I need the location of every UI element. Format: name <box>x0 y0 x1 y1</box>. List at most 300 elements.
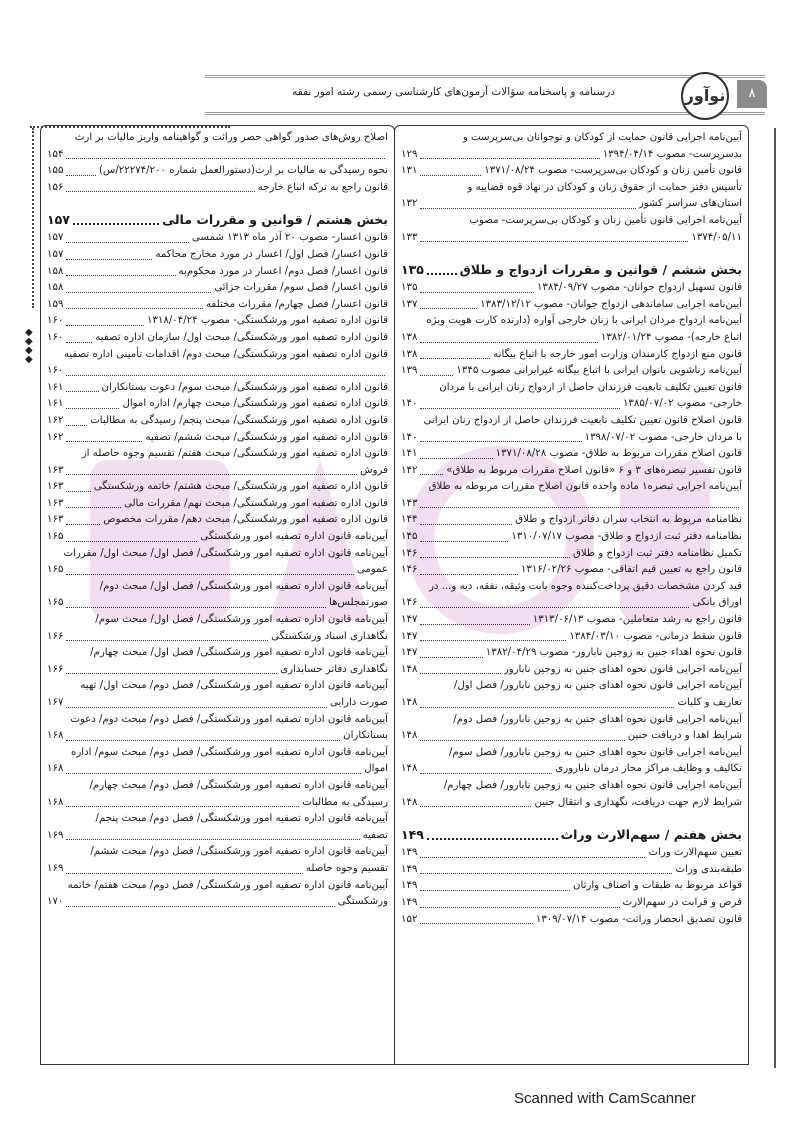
section-heading[interactable] <box>401 260 742 280</box>
toc-entry[interactable] <box>401 380 742 413</box>
toc-entry[interactable] <box>401 280 742 297</box>
toc-entry-title-continued: استان‌های سراسر کشور <box>638 198 742 210</box>
toc-entry-title: آیین‌نامه قانون اداره تصفیه امور ورشکستگی/ فصل دوم/ مبحث دوم/ دعوت <box>70 713 388 725</box>
toc-entry-page: ۱۳۸ <box>401 348 418 360</box>
toc-entry-title: آیین‌نامه اجرایی قانون نحوه اهدای جنین به زوجین نابارور/ فصل اول/ <box>453 680 742 692</box>
toc-entry-title: آیین‌نامه اجرایی قانون تأمین زنان و کودکان بی‌سرپرست- مصوب <box>469 214 742 226</box>
toc-entry-title: قانون اعسار/ فصل چهارم/ مقررات مختلفه <box>205 298 388 310</box>
leader-dots <box>66 342 92 343</box>
toc-entry-title: تأسیس دفتر حمایت از حقوق زنان و کودکان در نهاد قوه قضاییه و <box>467 181 742 193</box>
toc-entry-title: قانون اداره تصفیه امور ورشکستگی/ مبحث سوم/ دعوت بستانکاران <box>101 381 388 393</box>
leader-dots <box>66 175 96 176</box>
toc-entry-page: ۱۶۵ <box>47 597 64 609</box>
section-heading[interactable] <box>47 210 388 230</box>
toc-entry[interactable] <box>47 479 388 496</box>
toc-entry-title: اصلاح روش‌های صدور گواهی حصر وراثت و گواهینامه واریز مالیات بر ارث <box>74 132 388 143</box>
toc-entry-title-continued: نگاهداری اسناد ورشکستگی <box>271 630 388 642</box>
toc-entry[interactable] <box>401 363 742 380</box>
leader-dots <box>420 607 689 608</box>
toc-entry-title: آیین‌نامه اجرایی قانون حمایت از کودکان و نوجوانان بی‌سرپرست و <box>462 132 742 143</box>
toc-entry-title: قانون اداره تصفیه امور ورشکستگی/ مبحث هشتم/ خاتمه ورشکستگی <box>93 481 388 493</box>
toc-entry-title-continued: صورتمجلس‌ها <box>329 597 388 609</box>
section-heading-title: بخش هشتم / قوانین و مقررات مالی <box>162 212 388 228</box>
toc-entry[interactable] <box>47 163 388 180</box>
toc-entry[interactable] <box>47 678 388 711</box>
toc-entry[interactable] <box>47 230 388 247</box>
toc-entry[interactable] <box>401 678 742 711</box>
page-header <box>205 75 765 115</box>
toc-entry[interactable] <box>47 712 388 745</box>
toc-entry-title: قانون سقط درمانی- مصوب ۱۳۸۴/۰۳/۱۰ <box>569 630 742 642</box>
toc-entry-line2 <box>401 330 742 347</box>
leader-dots <box>66 474 357 475</box>
toc-entry[interactable] <box>401 529 742 546</box>
leader-dots <box>66 275 175 276</box>
toc-entry-page: ۱۶۹ <box>47 862 64 874</box>
toc-entry-title: قانون منع ازدواج کارمندان وزارت امور خارجه با اتباع بیگانه <box>493 348 742 360</box>
toc-entry[interactable] <box>401 662 742 679</box>
toc-entry-page: ۱۶۳ <box>47 481 64 493</box>
toc-entry[interactable] <box>401 479 742 512</box>
toc-entry-title: قانون راجع به تعیین قیم اتفاقی- مصوب ۱۳۱۶/۰۲/۲۶ <box>520 564 742 576</box>
toc-entry-page: ۱۵۵ <box>47 165 64 177</box>
leader-dots <box>66 308 203 309</box>
toc-entry-page: ۱۴۰ <box>401 431 418 443</box>
header-title: درسنامه و پاسخنامه سؤالات آزمون‌های کارشناسی رسمی رشته امور نفقه <box>292 86 615 98</box>
toc-entry[interactable] <box>47 878 388 911</box>
leader-dots <box>420 441 581 442</box>
toc-entry-title: قانون اداره تصفیه امور ورشکستگی- مصوب ۱۳۱۸/۰۴/۲۴ <box>146 315 388 327</box>
toc-entry-page: ۱۴۸ <box>401 730 418 742</box>
toc-entry-title: آیین‌نامه قانون اداره تصفیه امور ورشکستگی/ فصل دوم/ مبحث اول/ تهیه <box>80 680 388 692</box>
toc-entry-title-continued: ۱۳۷۴/۰۵/۱۱ <box>691 231 742 243</box>
section-heading-title: بخش هفتم / سهم‌الارث وراث <box>560 827 742 843</box>
toc-entry[interactable] <box>401 463 742 480</box>
toc-entry-title: قانون اداره تصفیه امور ورشکستگی/ مبحث هفتم/ تقسیم وجوه حاصله از <box>81 448 388 460</box>
toc-entry-page: ۱۶۰ <box>47 315 64 327</box>
toc-entry-title-continued: شرایط اهدا و دریافت جنین <box>627 730 742 742</box>
toc-entry-line2 <box>47 595 388 612</box>
toc-entry-page: ۱۳۷ <box>401 298 418 310</box>
toc-entry-page: ۱۴۹ <box>401 847 418 859</box>
toc-entry-title: آیین‌نامه قانون اداره تصفیه امور ورشکستگی/ فصل اول/ مبحث دوم/ <box>99 580 388 592</box>
toc-entry-title-continued: با مردان خارجی- مصوب ۱۳۹۸/۰۷/۰۲ <box>584 431 742 443</box>
toc-entry-page: ۱۴۶ <box>401 547 418 559</box>
toc-entry-title: قانون تصدیق انحصار وراثت- مصوب ۱۳۰۹/۰۷/۱۴ <box>535 913 742 925</box>
toc-entry[interactable] <box>47 512 388 529</box>
toc-entry-page: ۱۶۳ <box>47 514 64 526</box>
toc-entry-page: ۱۴۹ <box>401 896 418 908</box>
toc-entry-title-continued: خارجی- مصوب ۱۳۸۵/۰۷/۰۲ <box>622 398 742 410</box>
leader-dots <box>66 773 361 774</box>
toc-entry[interactable] <box>401 629 742 646</box>
toc-entry-line2 <box>47 761 388 778</box>
toc-entry-title: آیین‌نامه قانون اداره تصفیه امور ورشکستگی/ فصل دوم/ مبحث ششم/ <box>90 846 388 858</box>
toc-entry-page: ۱۶۰ <box>47 331 64 343</box>
toc-entry-page: ۱۴۳ <box>401 497 418 509</box>
leader-dots <box>420 175 481 176</box>
toc-entry-title: قانون اداره تصفیه امور ورشکستگی/ مبحث ششم/ تصفیه <box>145 431 388 443</box>
toc-entry-title: نحوه رسیدگی به مالیات بر ارث(دستورالعمل شماره ۲۲۲۷۴/۲۰۰/س) <box>98 165 388 177</box>
leader-dots <box>420 673 500 674</box>
toc-entry-page: ۱۶۶ <box>47 630 64 642</box>
toc-entry[interactable] <box>401 745 742 778</box>
toc-entry-page: ۱۴۸ <box>401 763 418 775</box>
toc-entry-page: ۱۵۸ <box>47 282 64 294</box>
toc-entry[interactable] <box>401 297 742 314</box>
toc-entry-title-continued: تعاریف و کلیات <box>677 697 742 708</box>
leader-dots <box>420 806 531 807</box>
toc-entry-line2 <box>47 861 388 878</box>
toc-entry[interactable] <box>47 280 388 297</box>
toc-entry-page: ۱۴۷ <box>401 614 418 626</box>
toc-entry[interactable] <box>401 878 742 895</box>
toc-entry-line2 <box>401 496 742 513</box>
leader-dots <box>420 740 624 741</box>
toc-entry-page: ۱۳۵ <box>401 282 418 294</box>
leader-dots <box>420 358 490 359</box>
toc-entry[interactable] <box>47 844 388 877</box>
toc-entry-title: تعیین سهم‌الارث وراث <box>648 847 742 859</box>
toc-entry-line2 <box>401 230 742 247</box>
toc-column-right <box>394 125 749 1065</box>
leader-dots <box>420 541 508 542</box>
section-heading-page: ۱۴۹ <box>401 827 424 843</box>
toc-entry-line2 <box>401 695 742 712</box>
toc-entry[interactable] <box>47 264 388 281</box>
leader-dots <box>66 673 277 674</box>
toc-entry-title: آیین‌نامه ازدواج مردان ایرانی با زنان خارجی آواره (دارنده کارت هویت ویژه <box>426 315 742 327</box>
toc-entry-page: ۱۶۲ <box>47 414 64 426</box>
leader-dots <box>420 408 620 409</box>
toc-entry-title-continued: تکالیف و وظایف مراکز مجاز درمان ناباروری <box>555 763 742 775</box>
decorative-side-rule <box>32 128 34 308</box>
leader-dots <box>420 657 482 658</box>
toc-entry-line2 <box>401 761 742 778</box>
toc-entry-page: ۱۴۸ <box>401 796 418 808</box>
toc-entry-line2 <box>401 147 742 164</box>
toc-entry[interactable] <box>401 413 742 446</box>
leader-dots <box>66 507 121 508</box>
leader-dots <box>66 839 359 840</box>
leader-dots <box>66 541 197 542</box>
toc-entry-page: ۱۴۶ <box>401 564 418 576</box>
toc-entry[interactable] <box>47 130 388 163</box>
toc-entry-title: قانون اداره تصفیه امور ورشکستگی/ مبحث اول/ سازمان اداره تصفیه <box>95 331 388 343</box>
toc-entry-line2 <box>401 795 742 812</box>
toc-entry[interactable] <box>47 811 388 844</box>
page-number: ۸ <box>737 80 767 108</box>
toc-entry-page: ۱۶۰ <box>47 365 64 377</box>
toc-entry-title: قانون نحوه اهداء جنین به زوجین نابارور- مصوب ۱۳۸۲/۰۴/۲۹ <box>485 647 742 659</box>
toc-entry[interactable] <box>401 612 742 629</box>
toc-entry-page: ۱۵۷ <box>47 248 64 260</box>
toc-entry[interactable] <box>47 380 388 397</box>
toc-entry-title: آیین‌نامه زناشویی بانوان ایرانی با اتباع بیگانه غیرایرانی مصوب ۱۳۴۵ <box>456 365 742 377</box>
toc-entry-title: طبقه‌بندی وراث <box>675 863 742 875</box>
toc-entry-title: قانون راجع به ترکه اتباع خارجه <box>257 181 388 193</box>
leader-dots <box>420 923 532 924</box>
toc-entry-line2 <box>401 728 742 745</box>
toc-entry-title: قانون تأمین زنان و کودکان بی‌سرپرست- مصوب ۱۳۷۱/۰۸/۲۴ <box>484 165 742 177</box>
leader-dots <box>420 873 672 874</box>
leader-dots <box>66 292 211 293</box>
toc-entry-page: ۱۴۲ <box>401 464 418 476</box>
toc-entry-line2 <box>47 728 388 745</box>
leader-dots <box>420 375 453 376</box>
toc-entry-line2 <box>401 196 742 213</box>
toc-entry[interactable] <box>401 778 742 811</box>
toc-entry-page: ۱۶۱ <box>47 398 64 410</box>
toc-entry-title: آیین‌نامه اجرایی قانون نحوه اهدای جنین به زوجین نابارور/ فصل دوم/ <box>453 713 742 725</box>
leader-dots <box>66 491 90 492</box>
leader-dots <box>66 873 302 874</box>
toc-entry-page: ۱۶۸ <box>47 763 64 775</box>
toc-entry-title: قانون اعسار/ فصل سوم/ مقررات جزائی <box>214 282 388 294</box>
toc-entry-line2 <box>401 430 742 447</box>
scanner-footer: Scanned with CamScanner <box>514 1090 696 1107</box>
toc-entry-page: ۱۴۹ <box>401 880 418 892</box>
toc-entry-page: ۱۶۸ <box>47 730 64 742</box>
toc-entry-page: ۱۲۹ <box>401 148 418 160</box>
toc-entry-page: ۱۷۰ <box>47 896 64 908</box>
toc-entry-title: قانون اداره تصفیه امور ورشکستگی/ مبحث دوم/ اقدامات تأمینی اداره تصفیه <box>63 348 388 360</box>
toc-entry[interactable] <box>47 612 388 645</box>
toc-entry-page: ۱۵۸ <box>47 265 64 277</box>
toc-entry[interactable] <box>47 546 388 579</box>
leader-dots <box>66 242 188 243</box>
toc-entry-page: ۱۳۲ <box>401 198 418 210</box>
toc-entry[interactable] <box>47 496 388 513</box>
toc-entry-page: ۱۴۹ <box>401 863 418 875</box>
leader-dots <box>427 273 457 275</box>
leader-dots <box>66 158 385 159</box>
toc-entry[interactable] <box>47 347 388 380</box>
toc-entry-line2 <box>47 695 388 712</box>
toc-entry-page: ۱۶۳ <box>47 497 64 509</box>
toc-entry-title: نظامنامه دفتر ثبت ازدواج و طلاق- مصوب ۱۳۱۰/۰۷/۱۷ <box>511 531 742 543</box>
toc-entry-title-continued: ورشکستگی <box>337 896 388 908</box>
leader-dots <box>420 707 674 708</box>
leader-dots <box>66 524 100 525</box>
toc-entry-line2 <box>47 363 388 380</box>
toc-entry-page: ۱۳۸ <box>401 331 418 343</box>
toc-entry-title-continued: تصفیه <box>362 829 388 841</box>
toc-entry[interactable] <box>47 180 388 197</box>
section-heading-title: بخش ششم / قوانین و مقررات ازدواج و طلاق <box>459 262 742 278</box>
toc-entry-title: قانون اعسار/ فصل اول/ اعسار در مورد مخارج محاکمه <box>155 248 388 260</box>
leader-dots <box>420 624 529 625</box>
toc-entry[interactable] <box>47 446 388 479</box>
toc-entry[interactable] <box>47 645 388 678</box>
section-heading[interactable] <box>401 825 742 845</box>
toc-entry-line2 <box>47 828 388 845</box>
leader-dots <box>66 325 144 326</box>
leader-dots <box>66 408 119 409</box>
toc-entry[interactable] <box>401 862 742 879</box>
leader-dots <box>66 740 340 741</box>
leader-dots <box>420 524 512 525</box>
toc-entry-page: ۱۵۷ <box>47 232 64 244</box>
toc-entry[interactable] <box>401 579 742 612</box>
toc-entry[interactable] <box>401 180 742 213</box>
toc-entry[interactable] <box>401 163 742 180</box>
toc-entry-line2 <box>47 795 388 812</box>
toc-entry-title: آیین‌نامه اجرایی قانون نحوه اهدای جنین به زوجین نابارور <box>503 663 742 675</box>
toc-entry-page: ۱۴۶ <box>401 597 418 609</box>
leader-dots <box>420 308 477 309</box>
toc-entry-line2 <box>47 662 388 679</box>
toc-entry[interactable] <box>401 347 742 364</box>
toc-entry[interactable] <box>401 562 742 579</box>
toc-entry[interactable] <box>47 430 388 447</box>
toc-entry[interactable] <box>401 912 742 929</box>
toc-entry-title: آیین‌نامه اجرایی قانون نحوه اهدای جنین به زوجین نابارور/ فصل چهارم/ <box>443 779 742 791</box>
toc-entry-page: ۱۵۶ <box>47 181 64 193</box>
toc-entry-title: قانون اداره تصفیه امور ورشکستگی/ مبحث دهم/ مقررات مخصوص <box>103 514 388 526</box>
leader-dots <box>420 342 597 343</box>
toc-entry[interactable] <box>401 645 742 662</box>
leader-dots <box>420 208 635 209</box>
toc-entry-line2 <box>47 629 388 646</box>
toc-entry[interactable] <box>401 446 742 463</box>
toc-entry-title: آیین‌نامه قانون اداره تصفیه امور ورشکستگی/ فصل اول/ مبحث سوم/ <box>95 614 388 626</box>
leader-dots <box>420 158 599 159</box>
leader-dots <box>66 806 299 807</box>
leader-dots <box>420 474 443 475</box>
leader-dots <box>420 907 619 908</box>
toc-entry-page: ۱۶۶ <box>47 663 64 675</box>
toc-entry-title: قانون اعسار- مصوب ۲۰ آذر ماه ۱۳۱۳ شمسی <box>191 232 388 244</box>
toc-entry-line2 <box>47 147 388 164</box>
section-heading-page: ۱۳۵ <box>401 262 424 278</box>
toc-entry-title: آیین‌نامه اجرایی تبصره۱ ماده واحده قانون اصلاح مقررات مربوطه به طلاق <box>428 481 742 493</box>
leader-dots <box>66 906 334 907</box>
toc-entry-title: تکمیل نظامنامه دفتر ثبت ازدواج و طلاق <box>572 547 742 559</box>
toc-entry-page: ۱۴۵ <box>401 531 418 543</box>
toc-entry-line2 <box>401 396 742 413</box>
toc-entry[interactable] <box>47 330 388 347</box>
page-edge-rule <box>774 128 776 1068</box>
toc-entry-title: قانون اصلاح قانون تعیین تکلیف تابعیت فرزندان حاصل از ازدواج زنان ایرانی <box>423 414 742 426</box>
toc-entry-line2 <box>47 562 388 579</box>
leader-dots <box>420 773 552 774</box>
leader-dots <box>420 458 492 459</box>
leader-dots <box>420 507 739 508</box>
toc-entry[interactable] <box>401 313 742 346</box>
toc-entry[interactable] <box>401 895 742 912</box>
diamond-ornament-icon: ◆ ◆ ◆ ◆ <box>25 327 33 365</box>
toc-entry-title-continued: اتباع خارجه)- مصوب ۱۳۸۲/۰۱/۲۴ <box>600 331 742 343</box>
toc-entry[interactable] <box>401 845 742 862</box>
toc-entry-title: آیین‌نامه قانون اداره تصفیه امور ورشکستگی/ فصل دوم/ مبحث هفتم/ خاتمه <box>67 879 388 891</box>
toc-entry-title: قانون اداره تصفیه امور ورشکستگی/ مبحث پنجم/ رسیدگی به مطالبات <box>90 414 388 426</box>
toc-entry[interactable] <box>47 413 388 430</box>
toc-entry-page: ۱۶۱ <box>47 381 64 393</box>
toc-entry-title: آیین‌نامه قانون اداره تصفیه امور ورشکستگی/ فصل دوم/ مبحث پنجم/ <box>95 813 388 825</box>
toc-entry[interactable] <box>47 579 388 612</box>
toc-entry-title: قواعد مربوط به طبقات و اصناف وارثان <box>573 880 742 892</box>
toc-entry-title: آیین‌نامه قانون اداره تصفیه امور ورشکستگی/ فصل دوم/ مبحث سوم/ اداره <box>70 746 388 758</box>
toc-entry[interactable] <box>401 712 742 745</box>
toc-entry-title-continued: اوراق بانکی <box>692 597 742 609</box>
toc-entry-title: آیین‌نامه اجرایی ساماندهی ازدواج جوانان- مصوب ۱۳۸۳/۱۲/۱۲ <box>480 298 742 310</box>
section-heading-page: ۱۵۷ <box>47 212 70 228</box>
toc-entry[interactable] <box>401 546 742 563</box>
toc-entry[interactable] <box>401 213 742 246</box>
leader-dots <box>66 259 152 260</box>
leader-dots <box>420 890 570 891</box>
leader-dots <box>420 292 534 293</box>
toc-entry-page: ۱۴۸ <box>401 697 418 708</box>
leader-dots <box>420 241 688 242</box>
leader-dots <box>66 707 326 708</box>
leader-dots <box>420 857 645 858</box>
leader-dots <box>66 391 98 392</box>
leader-dots <box>420 557 570 558</box>
toc-entry-title-continued: نگاهداری دفاتر حسابداری <box>280 663 388 675</box>
leader-dots <box>427 838 558 840</box>
toc-entry-line2 <box>47 894 388 911</box>
leader-dots <box>420 574 517 575</box>
toc-entry-title-continued: بستانکاران <box>343 730 388 742</box>
toc-entry[interactable] <box>47 396 388 413</box>
toc-entry-title: قانون اعسار/ فصل دوم/ اعسار در مورد محکوم‌به <box>178 265 388 277</box>
toc-entry-page: ۱۶۵ <box>47 531 64 543</box>
toc-entry-title: قانون اداره تصفیه امور ورشکستگی/ مبحث نهم/ مقررات مالی <box>123 497 388 509</box>
toc-entry-title-continued: صورت دارایی <box>329 697 388 708</box>
leader-dots <box>420 640 566 641</box>
toc-entry-page: ۱۵۴ <box>47 148 64 160</box>
toc-entry[interactable] <box>47 247 388 264</box>
toc-entry-title: آیین‌نامه قانون اداره تصفیه امور ورشکستگی <box>200 531 388 543</box>
toc-entry[interactable] <box>47 297 388 314</box>
toc-entry-title: قید کردن مشخصات دقیق پرداخت‌کننده وجوه بابت وثیقه، نفقه، دیه و... در <box>429 580 742 592</box>
leader-dots <box>66 441 142 442</box>
toc-entry-title-continued: بدسرپرست- مصوب ۱۳۹۴/۰۴/۱۴ <box>602 148 742 160</box>
toc-entry[interactable] <box>401 512 742 529</box>
toc-entry-page: ۱۶۵ <box>47 564 64 576</box>
leader-dots <box>66 640 268 641</box>
toc-entry[interactable] <box>47 529 388 546</box>
toc-entry-line2 <box>401 595 742 612</box>
leader-dots <box>73 223 159 225</box>
toc-entry-page: ۱۵۹ <box>47 298 64 310</box>
publisher-logo-icon: نوآور <box>681 72 729 120</box>
toc-entry-page: ۱۳۱ <box>401 165 418 177</box>
toc-entry-title: قانون اداره تصفیه امور ورشکستگی/ مبحث چهارم/ اداره اموال <box>122 398 388 410</box>
toc-entry-page: ۱۴۸ <box>401 663 418 675</box>
toc-entry[interactable] <box>47 313 388 330</box>
toc-entry-page: ۱۴۴ <box>401 514 418 526</box>
toc-entry-title: قانون اصلاح مقررات مربوط به طلاق- مصوب ۱۳۷۱/۰۸/۲۸ <box>495 448 742 460</box>
toc-entry-page: ۱۶۲ <box>47 431 64 443</box>
toc-entry-title-continued: اموال <box>364 763 388 775</box>
toc-entry[interactable] <box>401 130 742 163</box>
toc-entry-page: ۱۴۷ <box>401 647 418 659</box>
toc-entry-title: قانون تفسیر تبصره‌های ۳ و ۶ «قانون اصلاح مقررات مربوط به طلاق» <box>446 464 742 476</box>
toc-entry-title: نظامنامه مربوط به انتخاب سران دفاتر ازدواج و طلاق <box>515 514 742 526</box>
toc-entry[interactable] <box>47 778 388 811</box>
toc-entry-title: آیین‌نامه قانون اداره تصفیه امور ورشکستگی/ فصل دوم/ مبحث چهارم/ <box>89 779 388 791</box>
toc-entry[interactable] <box>47 745 388 778</box>
toc-entry-page: ۱۴۱ <box>401 448 418 460</box>
toc-entry-title: فرض و قرابت در سهم‌الارث <box>622 896 742 908</box>
leader-dots <box>66 425 87 426</box>
toc-entry-title-continued: رسیدگی به مطالبات <box>302 796 388 808</box>
leader-dots <box>66 607 326 608</box>
toc-entry-title: آیین‌نامه قانون اداره تصفیه امور ورشکستگی/ فصل اول/ مبحث اول/ مقررات <box>63 547 388 559</box>
